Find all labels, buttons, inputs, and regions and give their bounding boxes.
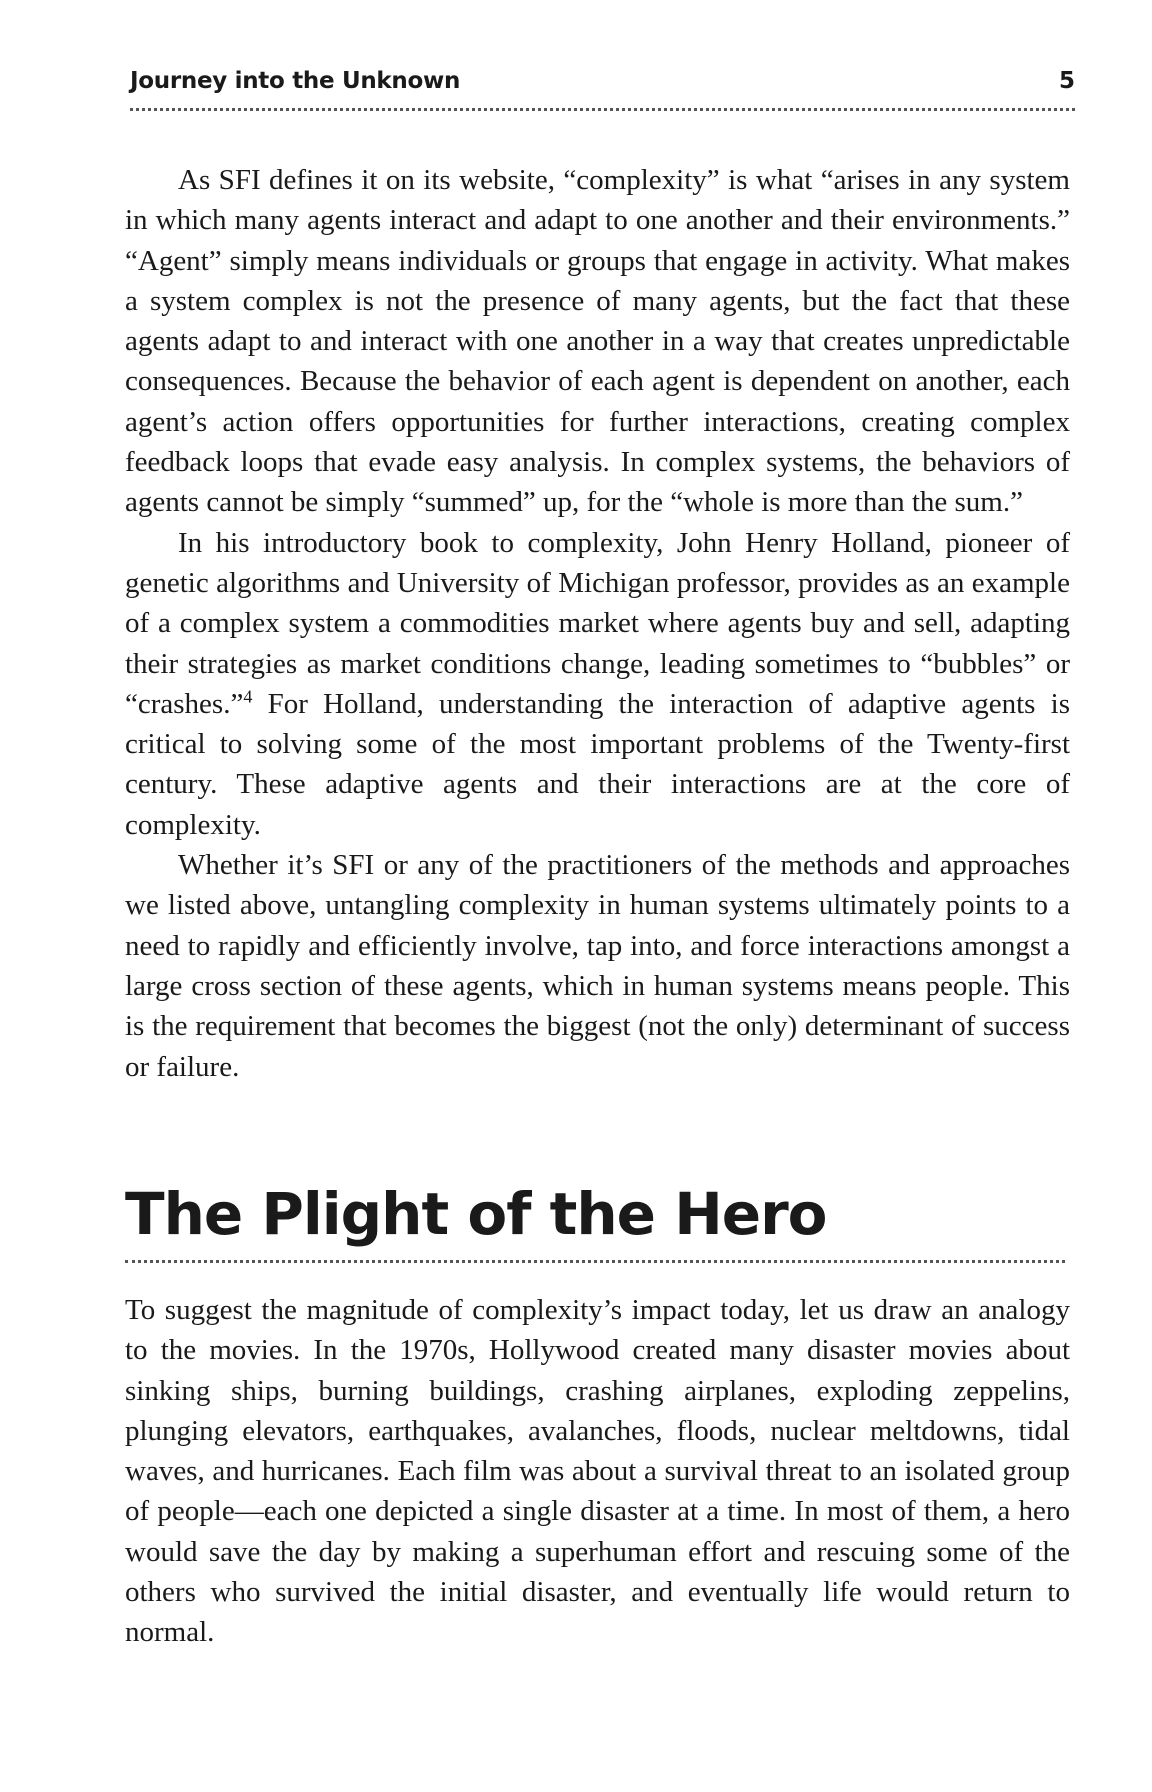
paragraph-complexity-definition: As SFI defines it on its website, “complexity” is what “arises in any system in which many agents interact and adapt to one another and their environments.” “Agent” simply means individuals or groups that engage in activity. What makes a system complex is not the presence of many agents, but the fact that these agents adapt to and interact with one another in a way that creates unpredictable consequences. Because the behavior of each agent is dependent on another, each agent’s action offers opportunities for further interactions, creating complex feedback loops that evade easy analysis. In complex systems, the behaviors of agents cannot be simply “summed” up, for the “whole is more than the sum.” bbox=[125, 164, 1070, 519]
running-head bbox=[130, 62, 1075, 102]
section-heading: The Plight of the Hero bbox=[125, 1180, 827, 1248]
running-head-dotted-rule bbox=[130, 108, 1075, 111]
running-head-title: Journey into the Unknown bbox=[130, 68, 461, 94]
paragraph-untangling-complexity: Whether it’s SFI or any of the practitioners of the methods and approaches we listed above, untangling complexity in human systems ultimately points to a need to rapidly and efficiently involve, tap into, and force interactions amongst a large cross section of these agents, which in human systems means people. This is the requirement that becomes the biggest (not the only) determinant of success or failure. bbox=[125, 849, 1070, 1083]
paragraph-holland-text-a: In his introductory book to complexity, John Henry Holland, pioneer of genetic algorithms and University of Michigan professor, provides as an example of a complex system a commodities market where agents buy and sell, adapting their strategies as market conditions change, leading sometimes to “bubbles” or “crashes.” bbox=[125, 526, 1070, 720]
paragraph-holland-text-b: For Holland, understanding the interaction of adaptive agents is critical to solving some of the most important problems of the Twenty-first century. These adaptive agents and their interactions are at the core of complexity. bbox=[125, 687, 1070, 841]
paragraph-disaster-movies: To suggest the magnitude of complexity’s impact today, let us draw an analogy to the movies. In the 1970s, Hollywood created many disaster movies about sinking ships, burning buildings, crashing airplanes, exploding zeppelins, plunging elevators, earthquakes, avalanches, floods, nuclear meltdowns, tidal waves, and hurricanes. Each film was about a survival threat to an isolated group of people—each one depicted a single disaster at a time. In most of them, a hero would save the day by making a superhuman effort and rescuing some of the others who survived the initial disaster, and eventually life would return to normal. bbox=[125, 1294, 1070, 1649]
page-number: 5 bbox=[1058, 68, 1075, 94]
body-text-top bbox=[125, 160, 1070, 1087]
section-dotted-rule bbox=[125, 1260, 1065, 1263]
body-text-section bbox=[125, 1290, 1070, 1653]
paragraph-holland-example bbox=[125, 523, 1070, 845]
footnote-reference: 4 bbox=[243, 686, 253, 707]
